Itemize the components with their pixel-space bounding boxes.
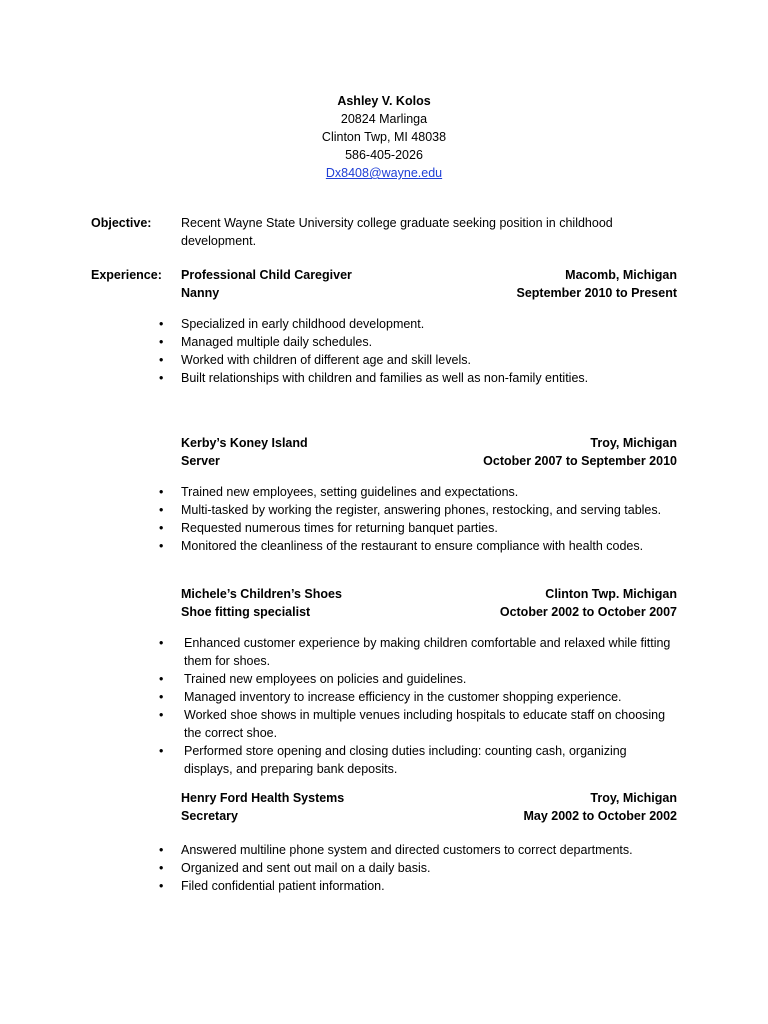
- bullet-icon: •: [159, 744, 164, 758]
- email-link[interactable]: Dx8408@wayne.edu: [325, 166, 443, 180]
- bullet-text: Multi-tasked by working the register, answering phones, restocking, and serving tables.: [181, 503, 662, 517]
- bullet-icon: •: [159, 708, 164, 722]
- job-location: Clinton Twp. Michigan: [545, 587, 677, 601]
- bullet-text: Managed inventory to increase efficiency in the customer shopping experience.: [184, 690, 622, 704]
- bullet-icon: •: [159, 503, 164, 517]
- bullet-icon: •: [159, 485, 164, 499]
- bullet-text: Specialized in early childhood development.: [181, 317, 425, 331]
- job-entry: [181, 789, 677, 825]
- bullet-icon: •: [159, 521, 164, 535]
- bullet-icon: •: [159, 690, 164, 704]
- bullet-icon: •: [159, 636, 164, 650]
- bullet-text: Performed store opening and closing duties including: counting cash, organizing displays, and preparing bank deposits.: [184, 744, 627, 776]
- list-item: [157, 859, 697, 877]
- bullet-icon: •: [159, 861, 164, 875]
- list-item: [157, 519, 697, 537]
- bullet-text: Trained new employees, setting guidelines and expectations.: [181, 485, 519, 499]
- job-dates: May 2002 to October 2002: [523, 809, 677, 823]
- job-title: Shoe fitting specialist: [181, 605, 311, 619]
- bullet-text: Organized and sent out mail on a daily basis.: [181, 861, 431, 875]
- bullet-icon: •: [159, 843, 164, 857]
- job-dates: October 2002 to October 2007: [499, 605, 677, 619]
- job-entry: [181, 266, 677, 302]
- bullet-text: Answered multiline phone system and directed customers to correct departments.: [181, 843, 633, 857]
- objective-text: Recent Wayne State University college graduate seeking position in childhood development.: [181, 216, 613, 248]
- job-entry: [181, 434, 677, 470]
- bullet-icon: •: [159, 879, 164, 893]
- bullet-text: Requested numerous times for returning banquet parties.: [181, 521, 498, 535]
- job-employer: Henry Ford Health Systems: [181, 791, 345, 805]
- job-bullet-list: [157, 634, 677, 778]
- list-item: [157, 537, 697, 555]
- bullet-text: Worked shoe shows in multiple venues including hospitals to educate staff on choosing the correct shoe.: [184, 708, 666, 740]
- street-address: 20824 Marlinga: [340, 112, 428, 126]
- bullet-text: Filed confidential patient information.: [181, 879, 385, 893]
- phone-number: 586-405-2026: [345, 148, 423, 162]
- job-title: Server: [181, 454, 220, 468]
- bullet-text: Monitored the cleanliness of the restaurant to ensure compliance with health codes.: [181, 539, 644, 553]
- job-bullet-list: [157, 841, 697, 895]
- list-item: [157, 877, 697, 895]
- bullet-icon: •: [159, 353, 164, 367]
- contact-header: [0, 92, 768, 182]
- job-entry: [181, 585, 677, 621]
- list-item: [157, 634, 677, 670]
- list-item: [157, 483, 697, 501]
- bullet-icon: •: [159, 317, 164, 331]
- experience-label: Experience:: [91, 268, 162, 282]
- bullet-icon: •: [159, 371, 164, 385]
- job-dates: September 2010 to Present: [516, 286, 677, 300]
- job-title: Nanny: [181, 286, 220, 300]
- objective-label: Objective:: [91, 216, 152, 230]
- list-item: [157, 315, 697, 333]
- job-bullet-list: [157, 483, 697, 555]
- job-location: Macomb, Michigan: [565, 268, 677, 282]
- job-bullet-list: [157, 315, 697, 387]
- bullet-text: Enhanced customer experience by making children comfortable and relaxed while fitting them for shoes.: [184, 636, 671, 668]
- bullet-text: Managed multiple daily schedules.: [181, 335, 373, 349]
- job-employer: Professional Child Caregiver: [181, 268, 352, 282]
- list-item: [157, 742, 677, 778]
- list-item: [157, 333, 697, 351]
- bullet-icon: •: [159, 539, 164, 553]
- bullet-text: Built relationships with children and families as well as non-family entities.: [181, 371, 589, 385]
- bullet-text: Worked with children of different age and skill levels.: [181, 353, 471, 367]
- job-location: Troy, Michigan: [590, 436, 677, 450]
- applicant-name: Ashley V. Kolos: [337, 94, 431, 108]
- list-item: [157, 841, 697, 859]
- job-title: Secretary: [181, 809, 238, 823]
- job-employer: Kerby’s Koney Island: [181, 436, 308, 450]
- bullet-text: Trained new employees on policies and guidelines.: [184, 672, 467, 686]
- list-item: [157, 706, 677, 742]
- bullet-icon: •: [159, 672, 164, 686]
- list-item: [157, 670, 677, 688]
- list-item: [157, 351, 697, 369]
- job-location: Troy, Michigan: [590, 791, 677, 805]
- list-item: [157, 688, 677, 706]
- list-item: [157, 501, 697, 519]
- job-dates: October 2007 to September 2010: [483, 454, 677, 468]
- bullet-icon: •: [159, 335, 164, 349]
- city-state-zip: Clinton Twp, MI 48038: [321, 130, 447, 144]
- list-item: [157, 369, 697, 387]
- job-employer: Michele’s Children’s Shoes: [181, 587, 342, 601]
